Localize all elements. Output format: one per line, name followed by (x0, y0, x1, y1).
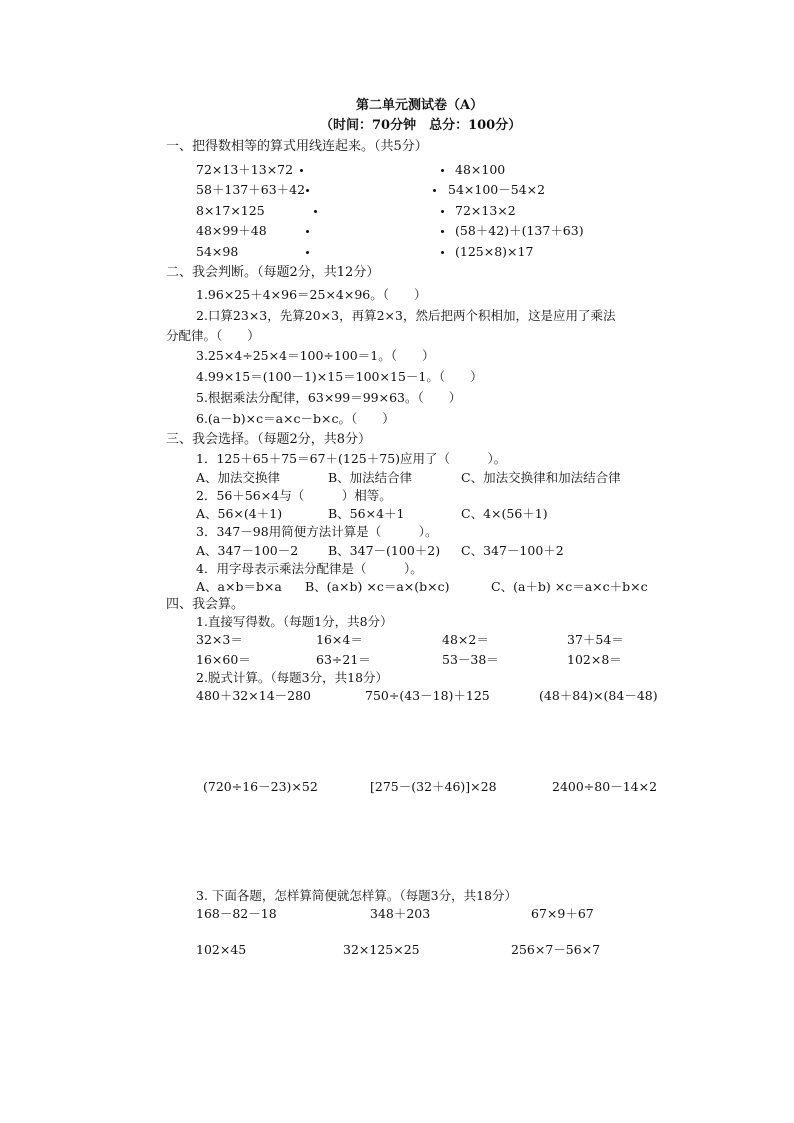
matching-right-item: 54×100－54×2 (448, 182, 546, 197)
oral-calc-item: 48×2＝ (442, 632, 489, 647)
matching-dot-right (433, 189, 436, 192)
simplify-calc-heading: 3. 下面各题，怎样算简便就怎样算。（每题3分，共18分） (196, 888, 518, 903)
oral-calc-heading: 1.直接写得数。（每题1分，共8分） (196, 614, 393, 629)
section-4-heading: 四、我会算。 (166, 597, 245, 612)
matching-dot-left (314, 210, 317, 213)
matching-right-item: (58＋42)＋(137＋63) (455, 223, 584, 238)
choice-option-c: C、347－100＋2 (461, 543, 564, 558)
section-2-heading: 二、我会判断。（每题2分，共12分） (166, 265, 380, 280)
matching-dot-right (441, 251, 444, 254)
choice-option-a: A、加法交换律 (196, 470, 281, 485)
choice-option-a: A、a×b＝b×a (196, 579, 282, 594)
choice-option-c: C、4×(56＋1) (461, 506, 548, 521)
judge-question: 4.99×15＝(100－1)×15＝100×15－1。（ ） (196, 369, 483, 384)
stepwise-calc-item: 750÷(43－18)＋125 (365, 688, 490, 703)
matching-dot-left (306, 189, 309, 192)
matching-dot-left (306, 230, 309, 233)
oral-calc-item: 63÷21＝ (316, 652, 371, 667)
oral-calc-item: 37＋54＝ (567, 632, 624, 647)
oral-calc-item: 53－38＝ (442, 652, 499, 667)
matching-right-item: (125×8)×17 (455, 244, 534, 259)
simplify-calc-item: 168－82－18 (196, 906, 277, 921)
matching-left-item: 72×13＋13×72 (196, 162, 294, 177)
stepwise-calc-item: 480＋32×14－280 (196, 688, 312, 703)
stepwise-calc-item: (720÷16－23)×52 (203, 779, 318, 794)
oral-calc-item: 16×4＝ (316, 632, 363, 647)
choice-option-b: B、(a×b) ×c＝a×(b×c) (305, 579, 450, 594)
choice-option-a: A、347－100－2 (196, 543, 299, 558)
choice-question: 1．125＋65＋75＝67＋(125＋75)应用了（ ）。 (196, 451, 507, 466)
matching-dot-right (441, 230, 444, 233)
matching-dot-left (306, 251, 309, 254)
stepwise-calc-item: (48＋84)×(84－48) (539, 688, 658, 703)
choice-question: 2．56＋56×4与（ ）相等。 (196, 488, 392, 503)
simplify-calc-item: 102×45 (196, 942, 247, 957)
matching-left-item: 8×17×125 (196, 203, 265, 218)
simplify-calc-item: 256×7－56×7 (511, 942, 601, 957)
stepwise-calc-item: [275－(32＋46)]×28 (370, 779, 497, 794)
choice-option-b: B、56×4＋1 (328, 506, 405, 521)
stepwise-calc-item: 2400÷80－14×2 (552, 779, 658, 794)
simplify-calc-item: 348＋203 (370, 906, 431, 921)
choice-option-a: A、56×(4＋1) (196, 506, 283, 521)
choice-option-b: B、347－(100＋2) (328, 543, 441, 558)
choice-option-c: C、加法交换律和加法结合律 (461, 470, 621, 485)
judge-question: 3.25×4÷25×4＝100÷100＝1。（ ） (196, 348, 435, 363)
judge-question: 5.根据乘法分配律，63×99＝99×63。（ ） (196, 390, 462, 405)
matching-right-item: 48×100 (455, 162, 506, 177)
oral-calc-item: 32×3＝ (196, 632, 243, 647)
matching-dot-right (441, 169, 444, 172)
judge-question: 6.(a－b)×c＝a×c－b×c。（ ） (196, 411, 395, 426)
page-title: 第二单元测试卷（A） (356, 98, 484, 113)
matching-left-item: 48×99＋48 (196, 223, 267, 238)
judge-question-continued: 分配律。（ ） (166, 328, 260, 343)
matching-left-item: 58＋137＋63＋42 (196, 182, 306, 197)
choice-option-b: B、加法结合律 (328, 470, 413, 485)
page-subtitle: （时间：70分钟 总分：100分） (320, 118, 522, 133)
choice-question: 3．347－98用简便方法计算是（ ）。 (196, 524, 438, 539)
judge-question: 1.96×25＋4×96＝25×4×96。（ ） (196, 287, 427, 302)
stepwise-calc-heading: 2.脱式计算。（每题3分，共18分） (196, 670, 389, 685)
matching-dot-left (300, 169, 303, 172)
judge-question: 2.口算23×3，先算20×3，再算2×3，然后把两个积相加，这是应用了乘法 (196, 308, 616, 323)
matching-left-item: 54×98 (196, 244, 239, 259)
matching-dot-right (441, 210, 444, 213)
simplify-calc-item: 32×125×25 (343, 942, 420, 957)
section-3-heading: 三、我会选择。（每题2分，共8分） (166, 432, 372, 447)
section-1-heading: 一、把得数相等的算式用线连起来。（共5分） (166, 139, 428, 154)
matching-right-item: 72×13×2 (455, 203, 516, 218)
oral-calc-item: 16×60＝ (196, 652, 251, 667)
choice-question: 4．用字母表示乘法分配律是（ ）。 (196, 561, 423, 576)
simplify-calc-item: 67×9＋67 (531, 906, 594, 921)
choice-option-c: C、(a＋b) ×c＝a×c＋b×c (491, 579, 648, 594)
oral-calc-item: 102×8＝ (567, 652, 622, 667)
